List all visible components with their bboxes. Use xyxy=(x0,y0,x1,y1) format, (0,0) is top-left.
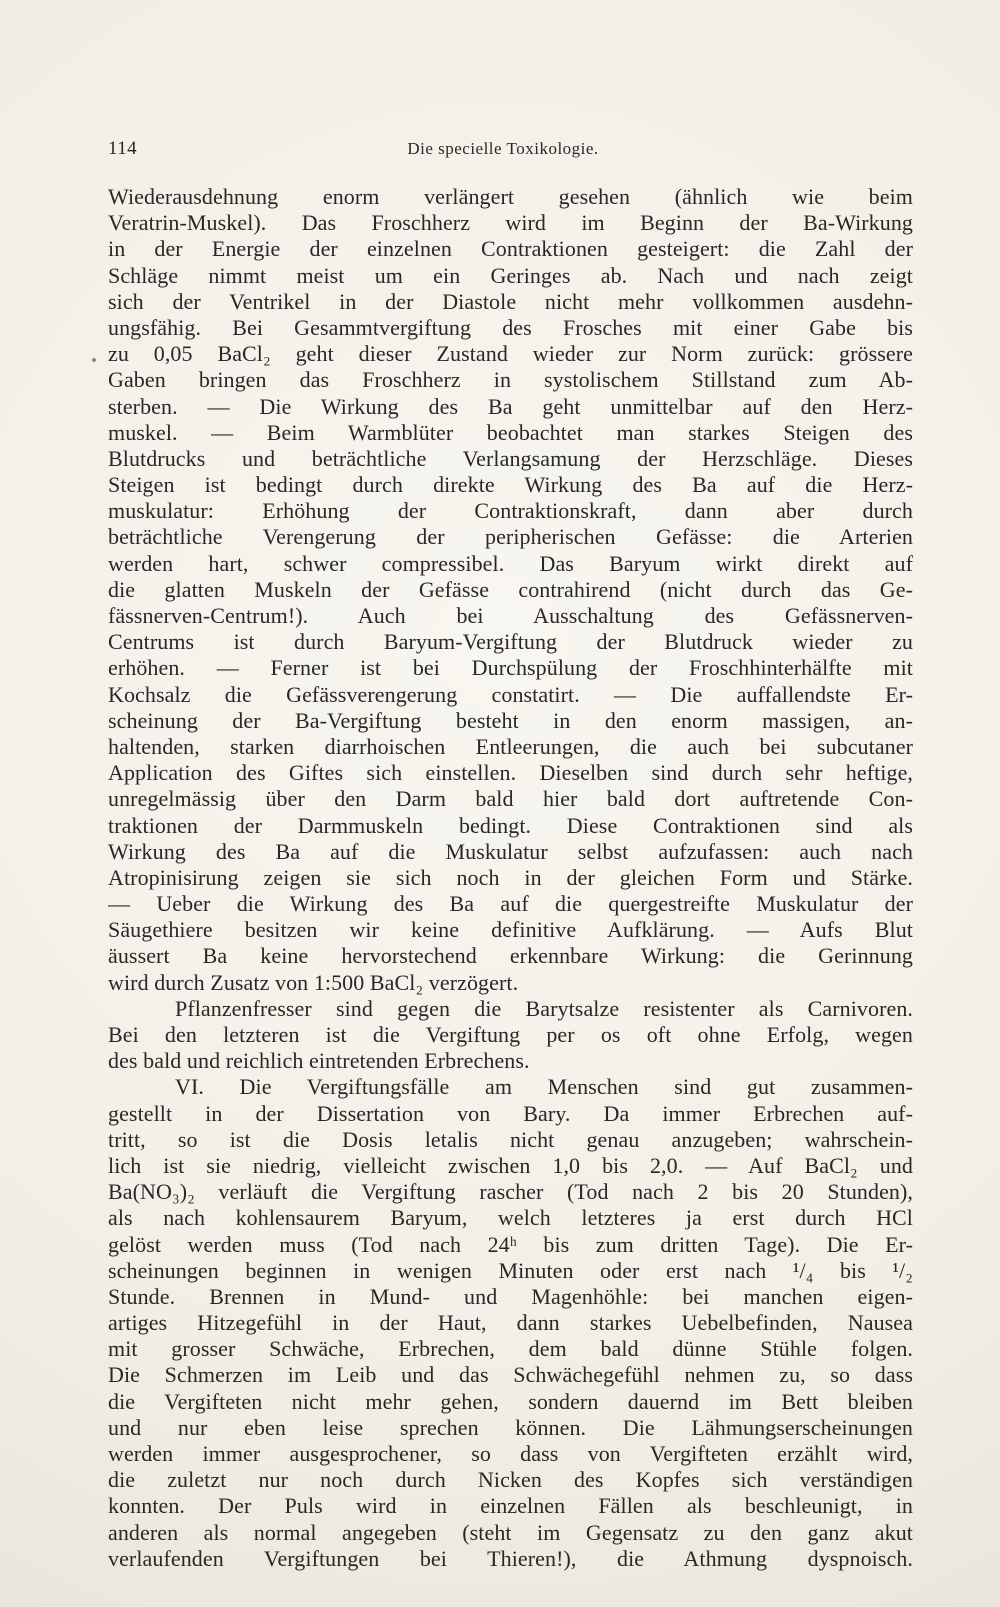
text-line-30: äussert Ba keine hervorstechend erkennbare Wirkung: die Gerinnung xyxy=(108,943,913,969)
text-line-21: scheinung der Ba-Vergiftung besteht in den enorm massigen, an- xyxy=(108,707,913,733)
text-line-3: in der Energie der einzelnen Contraktionen gesteigert: die Zahl der xyxy=(108,236,913,262)
text-line-33: Bei den letzteren ist die Vergiftung per os oft ohne Erfolg, wegen xyxy=(108,1022,913,1047)
text-line-51: konnten. Der Puls wird in einzelnen Fällen als beschleunigt, in xyxy=(108,1493,913,1519)
text-line-50: die zuletzt nur noch durch Nicken des Kopfes sich verständigen xyxy=(108,1467,913,1493)
text-line-29: Säugethiere besitzen wir keine definitive Aufklärung. — Aufs Blut xyxy=(108,917,913,943)
text-line-15: werden hart, schwer compressibel. Das Baryum wirkt direkt auf xyxy=(108,550,913,576)
text-line-42: scheinungen beginnen in wenigen Minuten oder erst nach ¹/₄ bis ¹/₂ xyxy=(108,1257,913,1283)
text-line-41: gelöst werden muss (Tod nach 24ʰ bis zum dritten Tage). Die Er- xyxy=(108,1231,913,1257)
text-line-45: mit grosser Schwäche, Erbrechen, dem bald dünne Stühle folgen. xyxy=(108,1336,913,1362)
text-line-25: traktionen der Darmmuskeln bedingt. Diese Contraktionen sind als xyxy=(108,812,913,838)
text-line-34: des bald und reichlich eintretenden Erbrechens. xyxy=(108,1048,530,1074)
running-title: Die specielle Toxikologie. xyxy=(407,139,599,158)
text-line-38: lich ist sie niedrig, vielleicht zwischen 1,0 bis 2,0. — Auf BaCl₂ und xyxy=(108,1152,913,1178)
text-line-1: Wiederausdehnung enorm verlängert gesehen (ähnlich wie beim xyxy=(108,184,913,209)
text-line-27: Atropinisirung zeigen sie sich noch in der gleichen Form und Stärke. xyxy=(108,864,913,890)
text-line-10: muskel. — Beim Warmblüter beobachtet man starkes Steigen des xyxy=(108,419,913,445)
text-line-47: die Vergifteten nicht mehr gehen, sondern dauernd im Bett bleiben xyxy=(108,1388,913,1414)
page-number: 114 xyxy=(108,138,137,159)
text-line-7: zu 0,05 BaCl₂ geht dieser Zustand wieder zur Norm zurück: grössere xyxy=(108,341,913,367)
text-line-26: Wirkung des Ba auf die Muskulatur selbst aufzufassen: auch nach xyxy=(108,838,913,864)
text-line-53: verlaufenden Vergiftungen bei Thieren!), die Athmung dyspnoisch. xyxy=(108,1545,913,1571)
text-line-12: Steigen ist bedingt durch direkte Wirkung des Ba auf die Herz- xyxy=(108,472,913,498)
text-line-17: fässnerven-Centrum!). Auch bei Ausschaltung des Gefässnerven- xyxy=(108,603,913,628)
text-line-32: Pflanzenfresser sind gegen die Barytsalze resistenter als Carnivoren. xyxy=(175,995,913,1021)
text-line-20: Kochsalz die Gefässverengerung constatirt. — Die auffallendste Er- xyxy=(108,681,913,707)
text-line-23: Application des Giftes sich einstellen. Dieselben sind durch sehr heftige, xyxy=(108,760,913,786)
text-line-24: unregelmässig über den Darm bald hier bald dort auftretende Con- xyxy=(108,786,913,812)
text-line-11: Blutdrucks und beträchtliche Verlangsamung der Herzschläge. Dieses xyxy=(108,445,913,471)
page-header xyxy=(108,134,898,164)
text-line-39: Ba(NO₃)₂ verläuft die Vergiftung rascher (Tod nach 2 bis 20 Stunden), xyxy=(108,1179,913,1205)
text-line-35: VI. Die Vergiftungsfälle am Menschen sind gut zusammen- xyxy=(175,1074,913,1100)
text-line-14: beträchtliche Verengerung der peripherischen Gefässe: die Arterien xyxy=(108,524,913,550)
text-line-36: gestellt in der Dissertation von Bary. Da immer Erbrechen auf- xyxy=(108,1100,913,1126)
text-line-22: haltenden, starken diarrhoischen Entleerungen, die auch bei subcutaner xyxy=(108,733,913,759)
text-line-8: Gaben bringen das Froschherz in systolischem Stillstand zum Ab- xyxy=(108,367,913,393)
text-line-46: Die Schmerzen im Leib und das Schwächegefühl nehmen zu, so dass xyxy=(108,1362,913,1388)
text-line-2: Veratrin-Muskel). Das Froschherz wird im Beginn der Ba-Wirkung xyxy=(108,210,913,236)
text-line-28: — Ueber die Wirkung des Ba auf die quergestreifte Muskulatur der xyxy=(108,891,913,917)
text-line-5: sich der Ventrikel in der Diastole nicht mehr vollkommen ausdehn- xyxy=(108,288,913,314)
text-line-6: ungsfähig. Bei Gesammtvergiftung des Frosches mit einer Gabe bis xyxy=(108,314,913,340)
text-line-4: Schläge nimmt meist um ein Geringes ab. Nach und nach zeigt xyxy=(108,262,913,288)
text-line-19: erhöhen. — Ferner ist bei Durchspülung der Froschhinterhälfte mit xyxy=(108,655,913,681)
text-line-49: werden immer ausgesprochener, so dass von Vergifteten erzählt wird, xyxy=(108,1441,913,1466)
text-line-43: Stunde. Brennen in Mund- und Magenhöhle: bei manchen eigen- xyxy=(108,1283,913,1309)
body-text xyxy=(108,184,913,1574)
text-line-9: sterben. — Die Wirkung des Ba geht unmittelbar auf den Herz- xyxy=(108,393,913,419)
text-line-40: als nach kohlensaurem Baryum, welch letzteres ja erst durch HCl xyxy=(108,1205,913,1231)
text-line-44: artiges Hitzegefühl in der Haut, dann starkes Uebelbefinden, Nausea xyxy=(108,1310,913,1336)
text-line-16: die glatten Muskeln der Gefässe contrahirend (nicht durch das Ge- xyxy=(108,576,913,602)
text-line-31: wird durch Zusatz von 1:500 BaCl₂ verzögert. xyxy=(108,969,519,995)
text-line-18: Centrums ist durch Baryum-Vergiftung der Blutdruck wieder zu xyxy=(108,629,913,655)
text-line-52: anderen als normal angegeben (steht im Gegensatz zu den ganz akut xyxy=(108,1519,913,1545)
margin-dot xyxy=(92,358,96,362)
text-line-48: und nur eben leise sprechen können. Die Lähmungserscheinungen xyxy=(108,1414,913,1440)
text-line-13: muskulatur: Erhöhung der Contraktionskraft, dann aber durch xyxy=(108,498,913,524)
text-line-37: tritt, so ist die Dosis letalis nicht genau anzugeben; wahrschein- xyxy=(108,1126,913,1152)
